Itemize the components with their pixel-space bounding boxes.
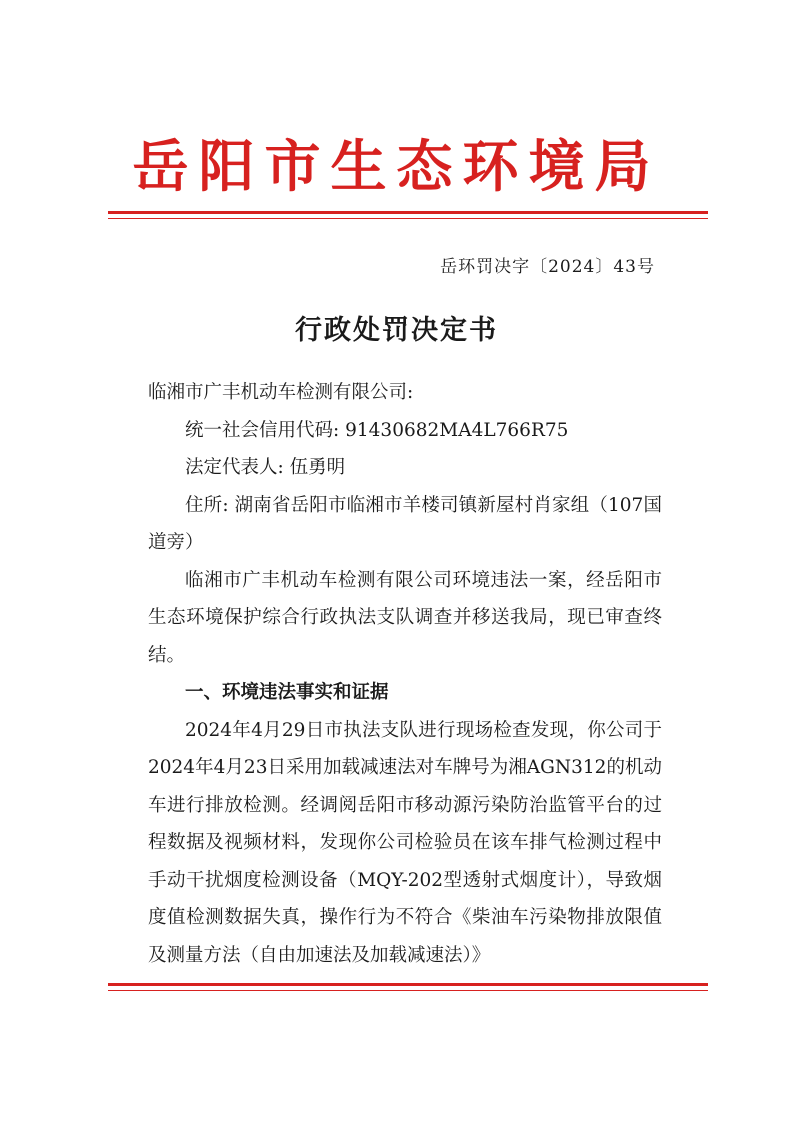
document-title: 行政处罚决定书: [295, 315, 498, 346]
credit-code-line: 统一社会信用代码: 91430682MA4L766R75: [185, 419, 569, 441]
recipient-salutation: 临湘市广丰机动车检测有限公司:: [148, 382, 414, 403]
document-number: 岳环罚决字〔2024〕43号: [440, 257, 655, 277]
letterhead-rule-thick: [108, 211, 708, 214]
intro-paragraph: 临湘市广丰机动车检测有限公司环境违法一案，经岳阳市生态环境保护综合行政执法支队调查并移送我局，现已审查终结。: [148, 569, 662, 666]
address-line: 住所: 湖南省岳阳市临湘市羊楼司镇新屋村肖家组（107国道旁）: [148, 494, 662, 553]
footer-rule-thin: [108, 990, 708, 991]
violation-facts-paragraph: 2024年4月29日市执法支队进行现场检查发现，你公司于2024年4月23日采用加载减速法对车牌号为湘AGN312的机动车进行排放检测。经调阅岳阳市移动源污染防治监管平台的过程数据及视频材料，发现你公司检验员在该车排气检测过程中手动干扰烟度检测设备（MQY-202型透射式烟度计），导致烟度值检测数据失真，操作行为不符合《柴油车污染物排放限值及测量方法（自由加速法及加载减速法）》: [148, 719, 662, 966]
section-heading-violation-facts: 一、环境违法事实和证据: [185, 682, 389, 703]
letterhead-rule-thin: [108, 218, 708, 219]
footer-rule-thick: [108, 983, 708, 986]
document-body: [148, 374, 662, 974]
letterhead-title: 岳阳市生态环境局: [132, 135, 661, 200]
legal-representative-line: 法定代表人: 伍勇明: [185, 457, 346, 478]
